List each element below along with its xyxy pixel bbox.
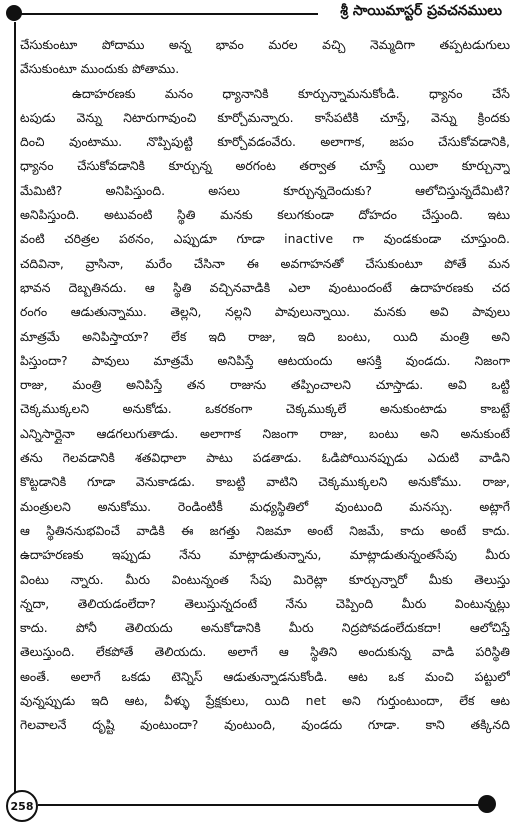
text-line: చేసుకుంటూ పోదాము అన్న భావం మరల వచ్చి నెమ్మదిగా తప్పటడుగులు: [20, 37, 510, 52]
body-text: [20, 33, 510, 738]
text-line: తెలుస్తుంది. లేకపోతే తెలియదు. అలాగే ఆ స్థితిని అందుకున్న వాడి పరిస్థితి: [20, 644, 510, 660]
text-line: టపుడు వెన్ను నిటారుగావుంచి కూర్చోమన్నారు. కాసేపటికి చూస్తే, వెన్ను క్రిందకు: [20, 109, 510, 125]
text-line: రంగం ఆడుతున్నాము. తెల్లని, నల్లని పావులున్నాయి. మనకు అవి పావులు: [20, 304, 510, 320]
text-line: అనిపిస్తుంది. అటువంటి స్థితి మనకు కలుగకుండా దోహదం చేస్తుంది. ఇటు: [20, 207, 510, 223]
running-title: శ్రీ సాయిమాస్టర్ ప్రవచనములు: [340, 3, 502, 19]
text-line: పిస్తుందా? పావులు మాత్రమే అనిపిస్తే ఆటయందు ఆసక్తి వుండదు. నిజంగా: [20, 352, 510, 368]
text-line: ఉదాహరణకు మనం ధ్యానానికి కూర్చున్నామనుకోండి. ధ్యానం చేసే: [72, 85, 510, 101]
text-line: చదివినా, వ్రాసినా, మరేం చేసినా ఈ అవగాహనతో చేసుకుంటూ పోతే మన: [20, 255, 510, 271]
text-line: భావన దెబ్బతినదు. ఆ స్థితి వచ్చినవాడికి ఎలా వుంటుందంటే ఉదాహరణకు చద: [20, 279, 510, 295]
footer-bullet: [478, 795, 496, 813]
text-line: అంతే. అలాగే ఒకడు టెన్నిస్ ఆడుతున్నాడనుకోండి. ఆట ఒక మంచి పట్టులో: [20, 668, 510, 684]
text-line: గెలవాలనే దృష్టి వుంటుందా? వుంటుంది, వుండదు గూడా. కాని తక్కినది: [20, 717, 510, 733]
text-line: ఉదాహరణకు ఇప్పుడు నేను మాట్లాడుతున్నాను, మాట్లాడుతున్నంతసేపు మీరు: [20, 547, 510, 563]
text-line: మాత్రమే అనిపిస్తాయా? లేక ఇది రాజు, ఇది బంటు, యిది మంత్రి అని: [20, 328, 510, 344]
text-line: వేసుకుంటూ ముందుకు పోతాము.: [20, 61, 180, 77]
text-line: చెక్కముక్కలని అనుకోడు. ఒకరకంగా చెక్కముక్కలే అనుకుంటాడు కాబట్టే: [20, 401, 510, 417]
text-line: ధ్యానం చేసుకోవడానికి కూర్చున్న అరగంట తర్వాత చూస్తే యిలా కూర్చున్నా: [20, 158, 510, 174]
text-line: కాదు. పోనీ తెలియదు అనుకోడానికి మీరు నిద్రపోవడంలేదుకదా! ఆలోచిస్తే: [20, 620, 510, 636]
page-footer: [0, 788, 520, 826]
text-line: ఎన్నిసార్లైనా ఆడగలుగుతాడు. అలాగాక నిజంగా రాజు, బంటు అని అనుకుంటే: [20, 425, 510, 441]
page-number: 258: [6, 790, 38, 822]
text-line: తను గెలవడానికి శతవిధాలా పాటు పడతాడు. ఓడిపోయినప్పుడు ఎదుటి వాడిని: [20, 450, 510, 466]
text-line: దించి వుంటాము. నొప్పిపుట్టి కూర్చోవడంవేరు. అలాగాక, జపం చేసుకోవడానికి,: [20, 134, 510, 150]
text-line: కొట్టడానికి గూడా వెనుకాడడు. కాబట్టి వాటిని చెక్కముక్కలని అనుకోము. రాజు,: [20, 474, 510, 490]
text-line: న్నదా, తెలియడంలేదా? తెలుస్తున్నదంటే నేను చెప్పింది మీరు వింటున్నట్లు: [20, 595, 510, 611]
text-line: మంత్రులని అనుకోము. రెండింటికీ మధ్యస్థితిలో వుంటుంది మనస్సు. అట్లాగే: [20, 498, 510, 514]
page-header: [0, 0, 520, 30]
text-line: రాజు, మంత్రి అనిపిస్తే తన రాజును తప్పించాలని చూస్తాడు. అవి ఒట్టి: [20, 377, 510, 393]
text-line: వంటి చరిత్రల పఠనం, ఎప్పుడూ గూడా inactive గా వుండకుండా చూస్తుంది.: [20, 231, 510, 247]
text-line: వున్నప్పుడు ఇది ఆట, వీళ్ళు ప్రేక్షకులు, యిది net అని గుర్తుంటుందా, లేక ఆట: [20, 693, 510, 709]
footer-rule: [38, 804, 488, 806]
header-rule: [18, 13, 318, 15]
text-line: ఆ స్థితిననుభవించే వాడికి ఈ జగత్తు నిజమా అంటే నిజమే, కాదు అంటే కాదు.: [20, 522, 510, 538]
text-line: మేమిటి? అనిపిస్తుంది. అసలు కూర్చున్నదెందుకు? ఆలోచిస్తున్నదేమిటి?: [20, 182, 510, 198]
text-line: వింటు న్నారు. మీరు వింటున్నంత సేపు మిరెట్లా కూర్చున్నారో మీకు తెలుస్తు: [20, 571, 510, 587]
margin-rule: [14, 22, 16, 792]
